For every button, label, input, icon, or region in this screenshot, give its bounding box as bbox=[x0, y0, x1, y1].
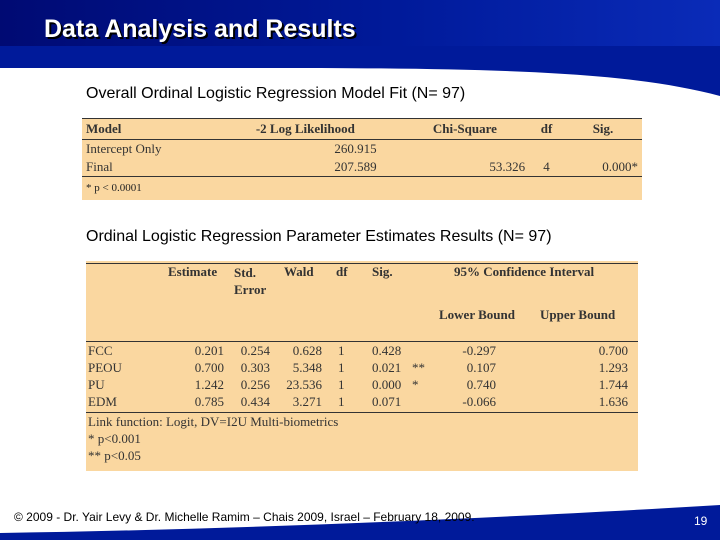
cell-lower-bound: 0.740 bbox=[466, 377, 496, 392]
cell-lower-bound: -0.297 bbox=[462, 343, 496, 358]
cell-upper-bound: 0.700 bbox=[598, 343, 628, 358]
table1-note: * p < 0.0001 bbox=[86, 182, 142, 194]
col-header-model: Model bbox=[82, 119, 210, 140]
cell-wald: 23.536 bbox=[286, 377, 322, 392]
table2-note-p005: ** p<0.05 bbox=[88, 448, 141, 463]
col-header-confidence-interval: 95% Confidence Interval bbox=[454, 264, 595, 279]
cell-upper-bound: 1.293 bbox=[598, 360, 628, 375]
cell-df: 1 bbox=[338, 343, 345, 358]
page-number: 19 bbox=[694, 514, 708, 528]
col-header-sig: Sig. bbox=[564, 119, 642, 140]
cell-log-likelihood: 260.915 bbox=[334, 141, 377, 156]
table-row bbox=[82, 158, 642, 177]
cell-sig: 0.428 bbox=[372, 343, 402, 358]
cell-estimate: 0.700 bbox=[194, 360, 224, 375]
cell-variable: FCC bbox=[88, 343, 113, 358]
cell-std-error: 0.254 bbox=[240, 343, 270, 358]
col-header-sig: Sig. bbox=[372, 264, 393, 279]
cell-estimate: 0.785 bbox=[194, 394, 224, 409]
cell-std-error: 0.303 bbox=[240, 360, 270, 375]
cell-chi-square bbox=[401, 140, 529, 159]
col-header-df: df bbox=[336, 264, 348, 279]
col-header-chi-square: Chi-Square bbox=[401, 119, 529, 140]
cell-sig: 0.071 bbox=[372, 394, 402, 409]
table-header-row bbox=[82, 119, 642, 140]
cell-estimate: 0.201 bbox=[194, 343, 224, 358]
table2-note-p001: * p<0.001 bbox=[88, 431, 141, 446]
col-header-log-likelihood: -2 Log Likelihood bbox=[210, 119, 401, 140]
cell-variable: EDM bbox=[88, 394, 117, 409]
col-header-lower-bound: Lower Bound bbox=[439, 307, 515, 322]
col-header-std-error: Std. Error bbox=[234, 265, 267, 297]
cell-upper-bound: 1.636 bbox=[598, 394, 628, 409]
col-header-df: df bbox=[529, 119, 564, 140]
cell-wald: 3.271 bbox=[292, 394, 322, 409]
col-header-wald: Wald bbox=[284, 264, 314, 279]
cell-estimate: 1.242 bbox=[194, 377, 224, 392]
cell-df: 4 bbox=[529, 158, 564, 177]
col-header-upper-bound: Upper Bound bbox=[540, 307, 616, 322]
cell-df bbox=[529, 140, 564, 159]
cell-lower-bound: 0.107 bbox=[466, 360, 496, 375]
cell-log-likelihood: 207.589 bbox=[210, 158, 401, 177]
cell-wald: 0.628 bbox=[292, 343, 322, 358]
cell-df: 1 bbox=[338, 394, 345, 409]
cell-model: Final bbox=[82, 158, 210, 177]
table-bottom-rule bbox=[86, 412, 638, 413]
cell-sig: 0.021 bbox=[372, 360, 402, 375]
cell-sig-marker: ** bbox=[412, 360, 425, 375]
cell-df: 1 bbox=[338, 360, 345, 375]
cell-sig: 0.000* bbox=[564, 158, 642, 177]
cell-model: Intercept Only bbox=[86, 141, 162, 156]
cell-variable: PU bbox=[88, 377, 105, 392]
table-header-rule bbox=[86, 341, 638, 342]
cell-df: 1 bbox=[338, 377, 345, 392]
cell-wald: 5.348 bbox=[292, 360, 322, 375]
model-fit-table bbox=[82, 118, 642, 200]
parameter-estimates-table bbox=[86, 261, 638, 471]
page-title: Data Analysis and Results bbox=[44, 15, 356, 43]
col-header-estimate: Estimate bbox=[168, 264, 218, 279]
cell-chi-square: 53.326 bbox=[401, 158, 529, 177]
table-row bbox=[82, 140, 642, 159]
table2-note-link-function: Link function: Logit, DV=I2U Multi-biometrics bbox=[88, 414, 339, 429]
cell-lower-bound: -0.066 bbox=[462, 394, 496, 409]
table1-caption: Overall Ordinal Logistic Regression Model Fit (N= 97) bbox=[86, 85, 466, 102]
cell-sig-marker: * bbox=[412, 377, 419, 392]
cell-std-error: 0.434 bbox=[240, 394, 270, 409]
table2-caption: Ordinal Logistic Regression Parameter Estimates Results (N= 97) bbox=[86, 228, 552, 245]
cell-upper-bound: 1.744 bbox=[598, 377, 628, 392]
cell-sig bbox=[564, 140, 642, 159]
cell-sig: 0.000 bbox=[372, 377, 402, 392]
cell-variable: PEOU bbox=[88, 360, 122, 375]
cell-std-error: 0.256 bbox=[240, 377, 270, 392]
copyright-text: © 2009 - Dr. Yair Levy & Dr. Michelle Ramim – Chais 2009, Israel – February 18, 2009. bbox=[14, 510, 475, 524]
